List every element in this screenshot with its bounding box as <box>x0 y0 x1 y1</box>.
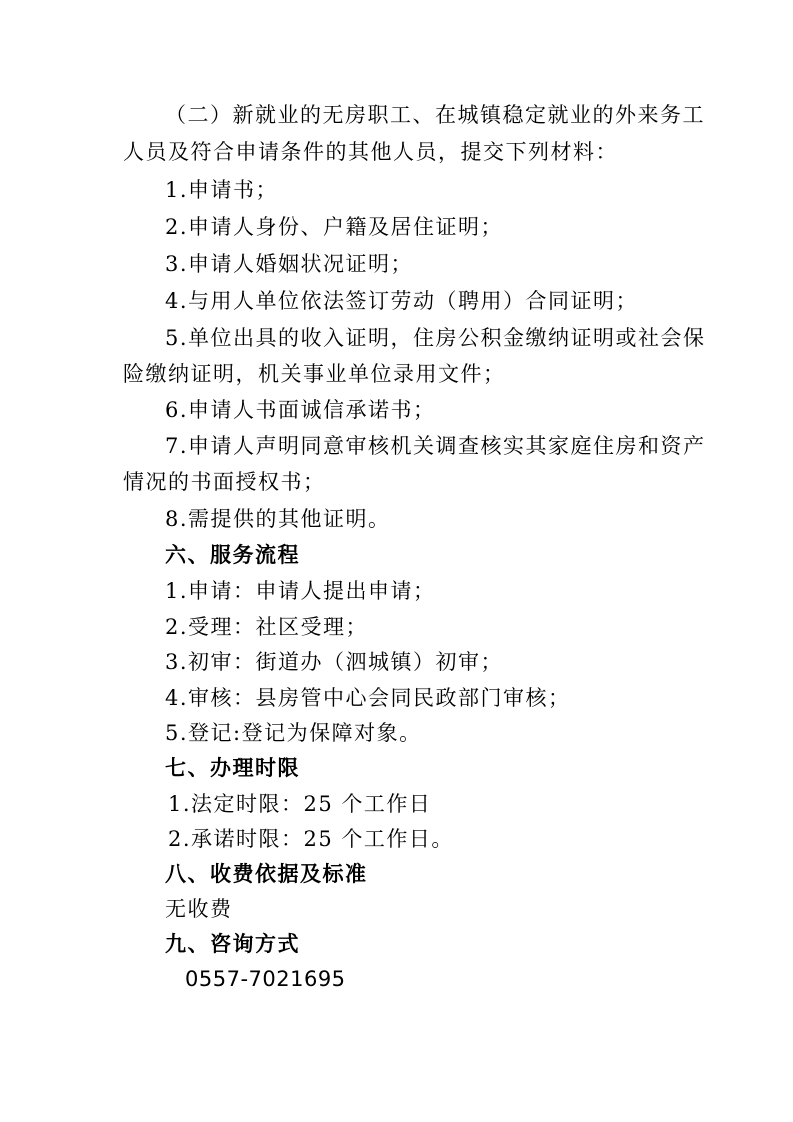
heading-service-process: 六、服务流程 <box>165 543 300 567</box>
material-item-3: 3.申请人婚姻状况证明； <box>165 252 414 276</box>
process-step-1: 1.申请：申请人提出申请； <box>165 579 436 603</box>
process-step-5: 5.登记:登记为保障对象。 <box>165 721 422 745</box>
material-item-5-line-1: 5.单位出具的收入证明，住房公积金缴纳证明或社会保 <box>165 326 706 350</box>
process-step-3: 3.初审：街道办（泗城镇）初审； <box>165 650 504 674</box>
heading-processing-time: 七、办理时限 <box>165 756 300 780</box>
material-item-7-line-1: 7.申请人声明同意审核机关调查核实其家庭住房和资产 <box>165 434 706 458</box>
material-item-7-line-2: 情况的书面授权书； <box>123 470 326 494</box>
heading-fee-basis: 八、收费依据及标准 <box>165 862 368 886</box>
material-item-6: 6.申请人书面诚信承诺书； <box>165 398 436 422</box>
material-item-8: 8.需提供的其他证明。 <box>165 507 391 531</box>
time-limit-promised: 2.承诺时限：25 个工作日。 <box>168 827 454 851</box>
consultation-phone: 0557-7021695 <box>185 967 346 991</box>
process-step-4: 4.审核：县房管中心会同民政部门审核； <box>165 686 571 710</box>
section-two-line-1: （二）新就业的无房职工、在城镇稳定就业的外来务工 <box>165 103 705 127</box>
process-step-2: 2.受理：社区受理； <box>165 615 369 639</box>
fee-text: 无收费 <box>165 897 233 921</box>
material-item-2: 2.申请人身份、户籍及居住证明； <box>165 215 504 239</box>
material-item-4: 4.与用人单位依法签订劳动（聘用）合同证明； <box>165 289 639 313</box>
section-two-line-2: 人员及符合申请条件的其他人员，提交下列材料： <box>123 140 618 164</box>
time-limit-legal: 1.法定时限：25 个工作日 <box>168 792 432 816</box>
heading-consultation: 九、咨询方式 <box>165 932 300 956</box>
material-item-1: 1.申请书； <box>165 178 279 202</box>
material-item-5-line-2: 险缴纳证明，机关事业单位录用文件； <box>123 362 506 386</box>
